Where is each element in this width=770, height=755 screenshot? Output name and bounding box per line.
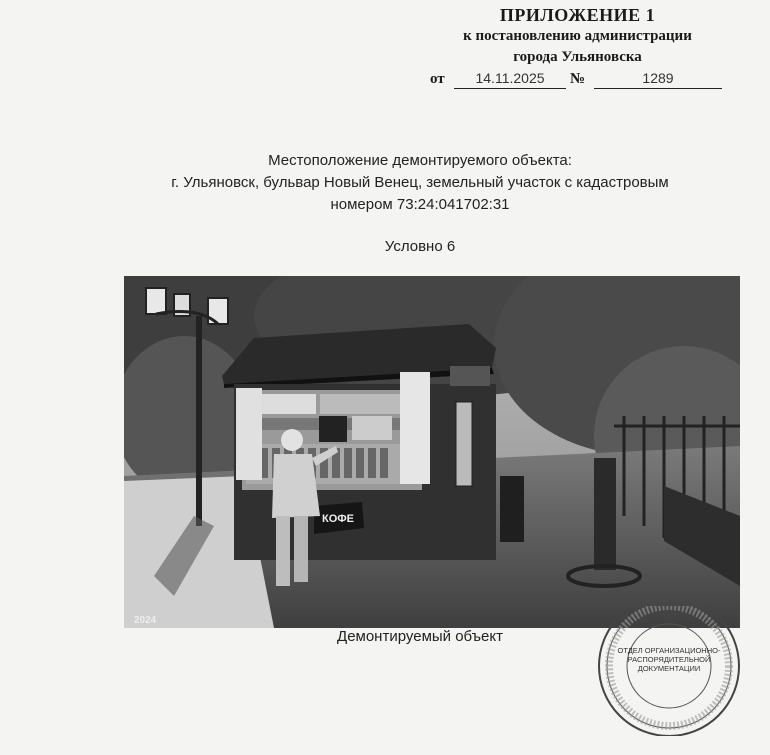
location-block <box>100 150 740 216</box>
kiosk-photo-drawing <box>124 276 740 628</box>
appendix-title: ПРИЛОЖЕНИЕ 1 <box>499 5 656 25</box>
coffee-sign: КОФЕ <box>322 513 354 525</box>
date-prefix: от <box>430 71 445 87</box>
appendix-date-line <box>430 68 725 90</box>
kiosk-photo <box>124 276 740 628</box>
appendix-city-line: города Ульяновска <box>513 49 642 65</box>
appendix-header <box>430 4 725 90</box>
resolution-number: 1289 <box>594 68 722 89</box>
number-prefix: № <box>570 71 586 87</box>
location-heading: Местоположение демонтируемого объекта: <box>268 152 572 169</box>
appendix-resolution-line: к постановлению администрации <box>463 28 692 44</box>
location-address: г. Ульяновск, бульвар Новый Венец, земельный участок с кадастровым <box>171 174 669 191</box>
photo-caption: Демонтируемый объект <box>337 628 503 645</box>
location-cadastral: номером 73:24:041702:31 <box>330 196 510 213</box>
official-stamp <box>593 606 745 736</box>
resolution-date: 14.11.2025 <box>454 68 566 89</box>
stamp-inner-text: ОТДЕЛ ОРГАНИЗАЦИОННО-РАСПОРЯДИТЕЛЬНОЙ ДОКУМЕНТАЦИИ <box>617 646 721 673</box>
conditional-label: Условно 6 <box>384 238 456 255</box>
photo-year-mark: 2024 <box>134 615 157 626</box>
